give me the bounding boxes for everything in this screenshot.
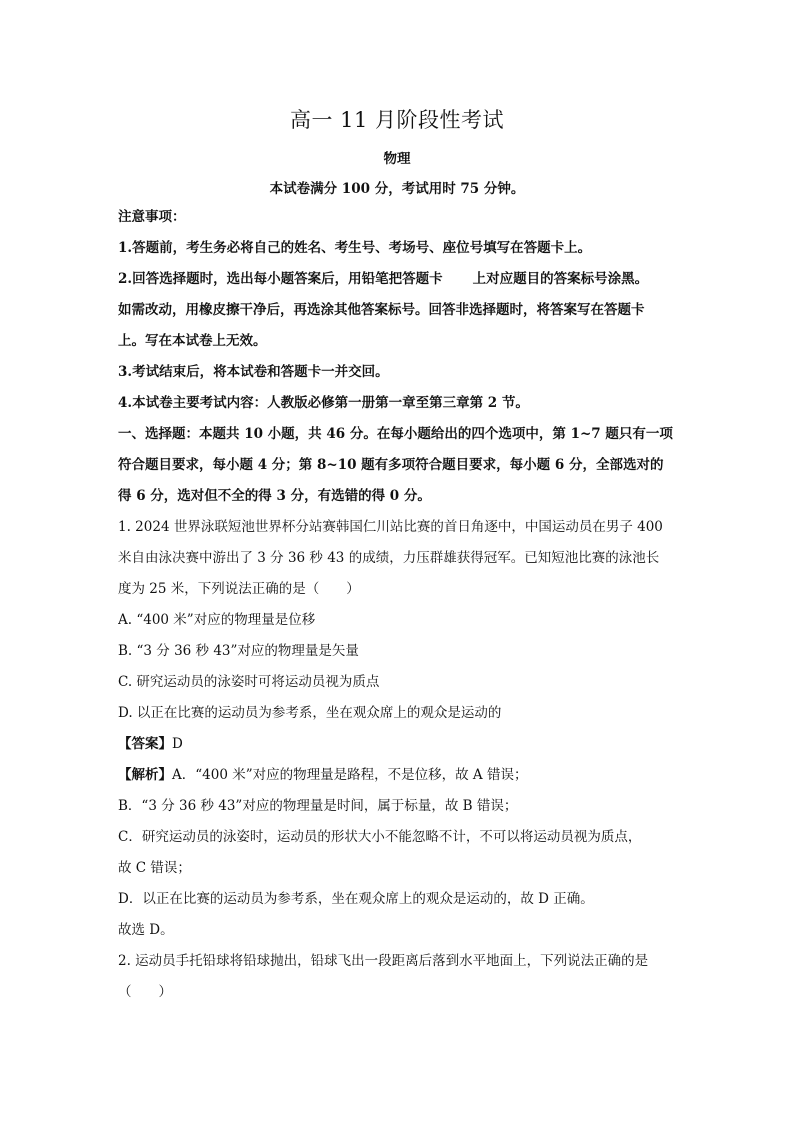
subject-heading: 物理	[383, 151, 411, 167]
question-1-answer	[118, 734, 688, 754]
section-1-line-1: 一、选择题：本题共 10 小题，共 46 分。在每小题给出的四个选项中，第 1~7 题只有一项	[118, 426, 673, 442]
analysis-text-1: A．“400 米”对应的物理量是路程，不是位移，故 A 错误；	[172, 767, 528, 783]
note-4: 4.本试卷主要考试内容：人教版必修第一册第一章至第三章第 2 节。	[118, 395, 529, 411]
answer-value: D	[172, 736, 183, 752]
question-2-stem-line-1: 2. 运动员手托铅球将铅球抛出，铅球飞出一段距离后落到水平地面上，下列说法正确的是	[118, 953, 649, 969]
note-2-part-b: 上对应题目的答案标号涂黑。	[472, 271, 649, 287]
note-3: 3.考试结束后，将本试卷和答题卡一并交回。	[118, 364, 389, 380]
answer-label: 【答案】	[118, 736, 172, 752]
notes-heading: 注意事项：	[118, 209, 186, 225]
note-2-line-3: 上。写在本试卷上无效。	[118, 333, 267, 349]
section-1-line-3: 得 6 分，选对但不全的得 3 分，有选错的得 0 分。	[118, 488, 431, 504]
question-1-analysis-line-1	[118, 765, 688, 785]
question-1-analysis-line-5: D．以正在比赛的运动员为参考系，坐在观众席上的观众是运动的，故 D 正确。	[118, 891, 594, 907]
exam-meta: 本试卷满分 100 分，考试用时 75 分钟。	[269, 181, 525, 197]
question-1-analysis-line-2: B．“3 分 36 秒 43”对应的物理量是时间，属于标量，故 B 错误；	[118, 798, 518, 814]
question-1-option-b: B. “3 分 36 秒 43”对应的物理量是矢量	[118, 643, 359, 659]
analysis-label: 【解析】	[118, 767, 172, 783]
question-1-stem-line-3: 度为 25 米，下列说法正确的是（ ）	[118, 581, 360, 597]
question-1-analysis-line-4: 故 C 错误；	[118, 860, 191, 876]
question-1-stem-line-2: 米自由泳决赛中游出了 3 分 36 秒 43 的成绩，力压群雄获得冠军。已知短池比赛的泳池长	[118, 550, 660, 566]
question-1-option-a: A. “400 米”对应的物理量是位移	[118, 612, 316, 628]
question-1-analysis-line-3: C．研究运动员的泳姿时，运动员的形状大小不能忽略不计，不可以将运动员视为质点，	[118, 829, 642, 845]
note-2-part-a: 2.回答选择题时，选出每小题答案后，用铅笔把答题卡	[118, 271, 443, 287]
note-1: 1.答题前，考生务必将自己的姓名、考生号、考场号、座位号填写在答题卡上。	[118, 240, 592, 256]
question-1-stem-line-1: 1. 2024 世界泳联短池世界杯分站赛韩国仁川站比赛的首日角逐中，中国运动员在男子 400	[118, 519, 663, 535]
question-1-analysis-line-6: 故选 D。	[118, 922, 174, 938]
question-1-option-c: C. 研究运动员的泳姿时可将运动员视为质点	[118, 674, 380, 690]
page-title: 高一 11 月阶段性考试	[289, 108, 505, 132]
note-2-line-2: 如需改动，用橡皮擦干净后，再选涂其他答案标号。回答非选择题时，将答案写在答题卡	[118, 302, 645, 318]
question-2-stem-line-2: （ ）	[118, 984, 172, 1000]
question-1-option-d: D. 以正在比赛的运动员为参考系，坐在观众席上的观众是运动的	[118, 705, 502, 721]
section-1-line-2: 符合题目要求，每小题 4 分；第 8~10 题有多项符合题目要求，每小题 6 分，全部选对的	[118, 457, 664, 473]
note-2-line-1	[118, 269, 688, 289]
